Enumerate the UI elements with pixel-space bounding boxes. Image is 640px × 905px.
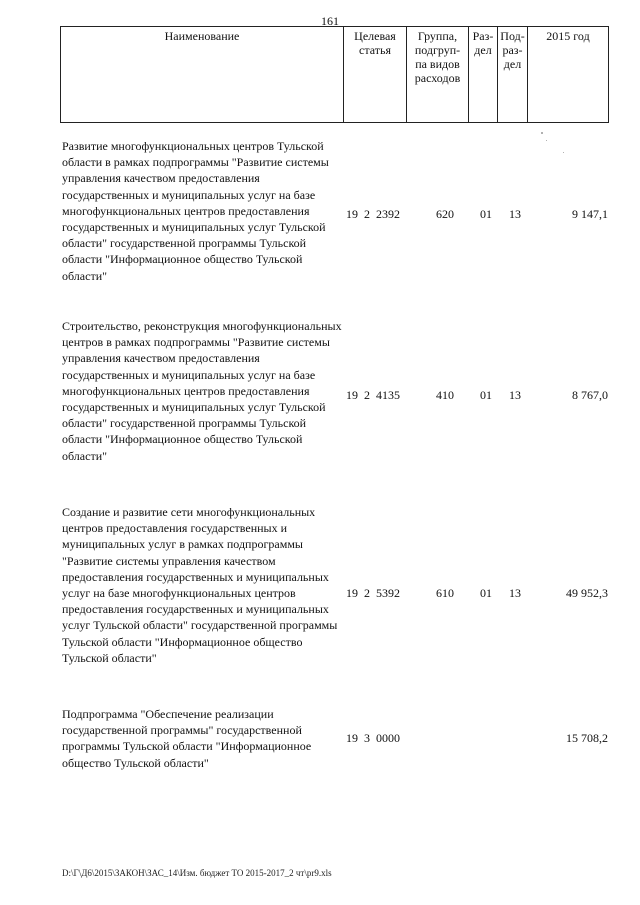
row-name: Создание и развитие сети многофункциональных центров предоставления государственных и муниципальных услуг в рамках подпрограммы "Развитие системы управления качеством предоставления государственных и муниципальных услуг на базе многофункциональных центров предоставления государственных и муниципальных услуг Тульской области" государственной программы Тульской области "Информационное общество Тульской области" [62,505,338,665]
row-group: 620 [436,207,454,221]
header-group: Группа, подгруп- па видов расходов [407,27,469,123]
header-name: Наименование [61,27,344,123]
row-section: 01 [480,207,492,221]
row-value: 15 708,2 [566,731,608,745]
row-subsection: 13 [509,586,521,600]
row-value: 8 767,0 [572,388,608,402]
row-group: 610 [436,586,454,600]
scan-speck [546,140,547,141]
row-value: 49 952,3 [566,586,608,600]
header-year: 2015 год [528,27,609,123]
row-name: Подпрограмма "Обеспечение реализации государственной программы" государственной программы Тульской области "Информационное общество Тульской области" [62,707,312,770]
row-target: 19 3 0000 [346,731,400,745]
header-section: Раз- дел [469,27,498,123]
row-subsection: 13 [509,388,521,402]
page-number: 161 [321,14,339,28]
row-target: 19 2 5392 [346,586,400,600]
row-target: 19 2 4135 [346,388,400,402]
scan-speck [541,132,543,134]
header-subsection: Под- раз- дел [498,27,528,123]
footer-file-path: D:\Г\Д6\2015\ЗАКОН\ЗАС_14\Изм. бюджет ТО 2015-2017_2 чт\pr9.xls [62,868,332,878]
row-subsection: 13 [509,207,521,221]
row-name: Строительство, реконструкция многофункциональных центров в рамках подпрограммы "Развитие системы управления качеством предоставления государственных и муниципальных услуг на базе многофункциональных центров предоставления государственных и муниципальных услуг Тульской области" государственной программы Тульской области "Информационное общество Тульской области" [62,319,342,463]
row-value: 9 147,1 [572,207,608,221]
scan-speck [563,152,564,153]
row-section: 01 [480,586,492,600]
header-target: Целевая статья [344,27,407,123]
row-group: 410 [436,388,454,402]
table-header [60,26,609,123]
row-target: 19 2 2392 [346,207,400,221]
row-name: Развитие многофункциональных центров Тульской области в рамках подпрограммы "Развитие системы управления качеством предоставления государственных и муниципальных услуг на базе многофункциональных центров предоставления государственных и муниципальных услуг Тульской области" государственной программы Тульской области "Информационное общество Тульской области" [62,139,329,283]
row-section: 01 [480,388,492,402]
